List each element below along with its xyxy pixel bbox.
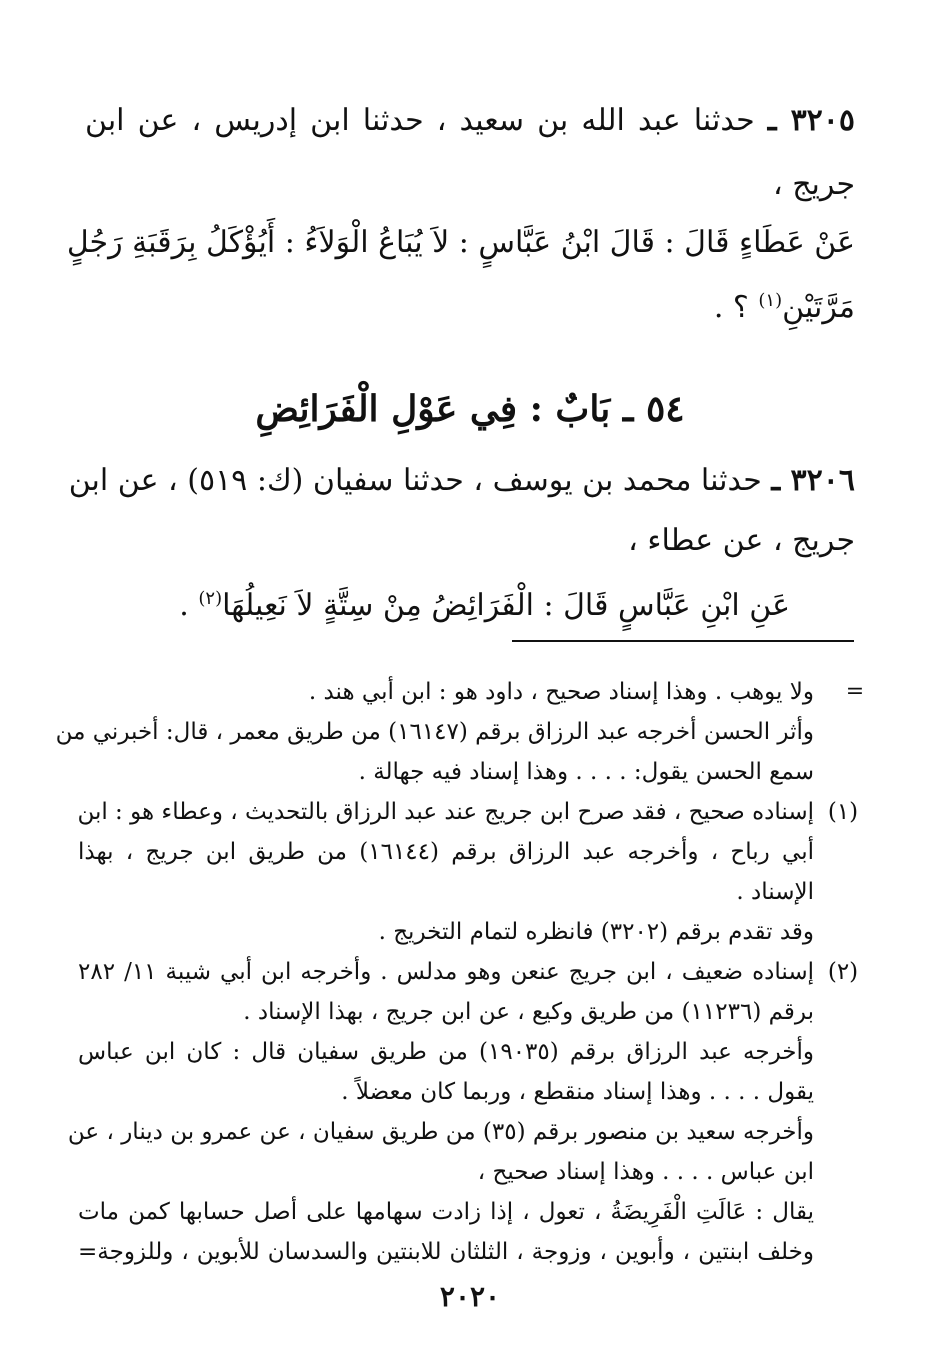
footnote-2-line-3: وأخرجه عبد الرزاق برقم (١٩٠٣٥) من طريق سفيان قال : كان ابن عباس (78, 1039, 814, 1065)
footnote-2-line-8: وخلف ابنتين ، وأبوين ، وزوجة ، الثلثان للابنتين والسدسان للأبوين ، وللزوجة= (78, 1239, 814, 1265)
hadith-3206-text: عَنِ ابْنِ عَبَّاسٍ قَالَ : الْفَرَائِضُ مِنْ سِتَّةٍ لاَ نَعِيلُهَا (222, 588, 790, 623)
footnote-1-line-4: وقد تقدم برقم (٣٢٠٢) فانظره لتمام التخريج . (378, 919, 814, 945)
footnote-1-line-3: الإسناد . (736, 879, 814, 905)
footnote-ref-2: (٢) (198, 588, 223, 609)
footnote-2-marker: (٢) (827, 959, 859, 985)
footnote-2-line-4: يقول . . . . وهذا إسناد منقطع ، وربما كان معضلاً . (341, 1079, 814, 1105)
page-number: ٢٠٢٠ (439, 1280, 501, 1313)
hadith-3206-line-1 (68, 452, 855, 510)
footnote-1-line-2: أبي رباح ، وأخرجه عبد الرزاق برقم (١٦١٤٤) من طريق ابن جريج ، بهذا (78, 839, 815, 865)
footnote-continuation-line-3: سمع الحسن يقول: . . . . وهذا إسناد فيه جهالة . (358, 759, 814, 785)
hadith-3205-line-2: جريج ، (772, 167, 855, 202)
hadith-3206-line-2: جريج ، عن عطاء ، (628, 523, 855, 558)
footnote-2-line-5: وأخرجه سعيد بن منصور برقم (٣٥) من طريق سفيان ، عن عمرو بن دينار ، عن (67, 1119, 814, 1145)
hadith-3206-number: ٣٢٠٦ ـ (771, 463, 855, 498)
footnote-continuation-line-2: وأثر الحسن أخرجه عبد الرزاق برقم (١٦١٤٧) من طريق معمر ، قال: أخبرني من (55, 719, 814, 745)
hadith-3205-line-4 (85, 272, 855, 337)
footnote-2-line-2: برقم (١١٢٣٦) من طريق وكيع ، عن ابن جريج ، بهذا الإسناد . (243, 999, 814, 1025)
hadith-3205-line-3: عَنْ عَطَاءٍ قَالَ : قَالَ ابْنُ عَبَّاسٍ : لاَ يُبَاعُ الْوَلاَءُ : أَيُؤْكَلُ بِرَقَبَةِ رَجُلٍ (66, 225, 855, 260)
hadith-3205-chain: حدثنا عبد الله بن سعيد ، حدثنا ابن إدريس ، عن ابن (85, 103, 755, 138)
continuation-marker: = (845, 679, 865, 704)
footnote-2-line-1: إسناده ضعيف ، ابن جريج عنعن وهو مدلس . وأخرجه ابن أبي شيبة ١١/ ٢٨٢ (78, 959, 814, 985)
hadith-3206-punctuation: . (179, 588, 189, 623)
chapter-heading: ٥٤ ـ بَابٌ : فِي عَوْلِ الْفَرَائِضِ (255, 388, 685, 430)
footnote-2-line-6: ابن عباس . . . . وهذا إسناد صحيح ، (477, 1159, 814, 1185)
hadith-3206-line-3 (85, 570, 790, 635)
footnote-1-line-1: إسناده صحيح ، فقد صرح ابن جريج عند عبد الرزاق بالتحديث ، وعطاء هو : ابن (77, 799, 814, 825)
footnote-continuation-line-1: ولا يوهب . وهذا إسناد صحيح ، داود هو : ابن أبي هند . (308, 679, 814, 705)
hadith-3205-number: ٣٢٠٥ ـ (767, 103, 856, 138)
hadith-3205-line-1 (85, 92, 855, 150)
hadith-3206-chain: حدثنا محمد بن يوسف ، حدثنا سفيان (ك: ٥١٩) ، عن ابن (68, 463, 762, 498)
footnote-ref-1: (١) (758, 290, 783, 311)
footnote-separator (512, 640, 854, 642)
hadith-3205-text-end: مَرَّتَيْنِ (782, 290, 855, 325)
footnote-2-line-7: يقال : عَالَتِ الْفَرِيضَةُ ، تعول ، إذا زادت سهامها على أصل حسابها كمن مات (78, 1199, 814, 1225)
hadith-3205-punctuation: ؟ . (713, 290, 749, 325)
footnote-1-marker: (١) (827, 799, 859, 825)
